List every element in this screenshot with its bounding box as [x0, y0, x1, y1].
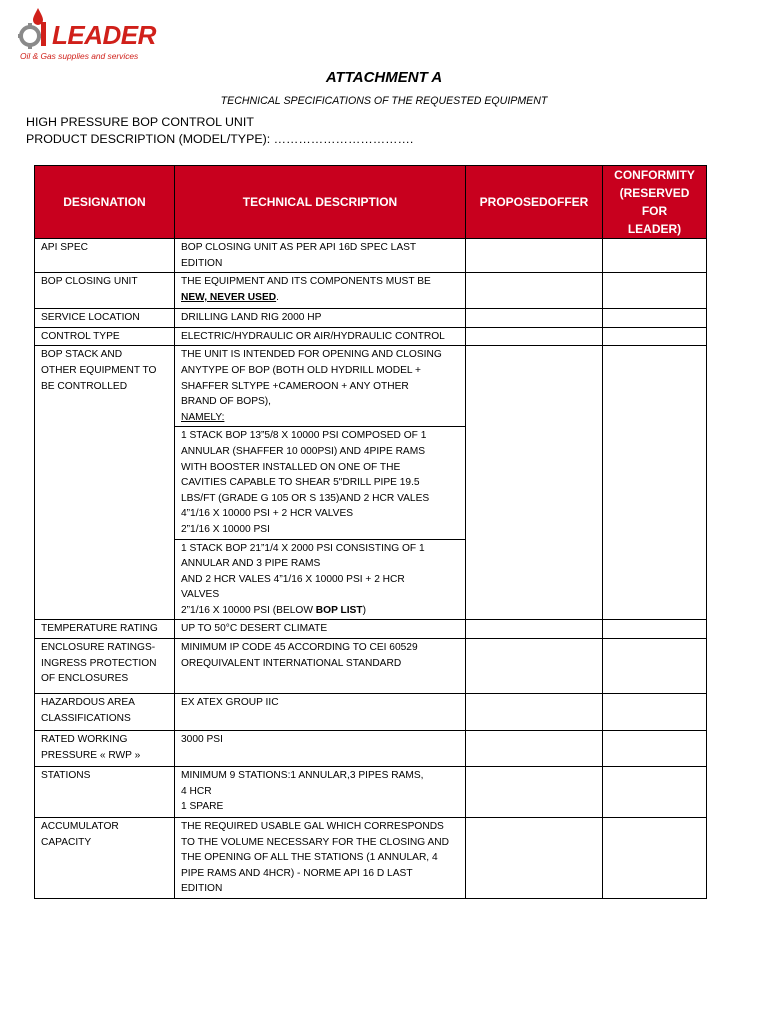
conformity-cell[interactable]	[603, 346, 707, 620]
table-row	[35, 731, 707, 767]
conformity-line-3: FOR	[641, 204, 668, 218]
table-row	[35, 694, 707, 731]
table-row	[35, 818, 707, 899]
table-row	[35, 327, 707, 346]
description-cell: 1 STACK BOP 13”5/8 X 10000 PSI COMPOSED OF 1 ANNULAR (SHAFFER 10 000PSI) AND 4PIPE RAMS WITH BOOSTER INSTALLED ON ONE OF THE CAVITIES CAPABLE TO SHEAR 5"DRILL PIPE 19.5 LBS/FT (GRADE G 105 OR S 135)AND 2 HCR VALES 4”1/16 X 10000 PSI + 2 HCR VALVES 2”1/16 X 10000 PSI	[175, 427, 466, 539]
product-description-line: PRODUCT DESCRIPTION (MODEL/TYPE): …………………………….	[26, 132, 414, 146]
spec-table	[34, 165, 707, 899]
proposed-offer-cell[interactable]	[466, 639, 603, 694]
logo-tagline: Oil & Gas supplies and services	[20, 51, 139, 61]
table-row	[35, 309, 707, 328]
conformity-cell[interactable]	[603, 309, 707, 328]
conformity-cell[interactable]	[603, 239, 707, 273]
designation-cell: BOP CLOSING UNIT	[35, 273, 175, 309]
logo-wordmark: LEADER	[52, 20, 156, 50]
table-row	[35, 639, 707, 694]
table-row	[35, 620, 707, 639]
proposed-offer-cell[interactable]	[466, 273, 603, 309]
description-cell: BOP CLOSING UNIT AS PER API 16D SPEC LAST EDITION	[175, 239, 466, 273]
description-cell: 3000 PSI	[175, 731, 466, 767]
designation-cell: BOP STACK AND OTHER EQUIPMENT TO BE CONTROLLED	[35, 346, 175, 620]
table-header-row	[35, 166, 707, 239]
description-cell: EX ATEX GROUP IIC	[175, 694, 466, 731]
proposed-offer-cell[interactable]	[466, 239, 603, 273]
proposed-offer-cell[interactable]	[466, 327, 603, 346]
description-cell: THE EQUIPMENT AND ITS COMPONENTS MUST BE NEW, NEVER USED.	[175, 273, 466, 309]
table-row	[35, 273, 707, 309]
company-logo	[18, 6, 156, 62]
description-cell: THE UNIT IS INTENDED FOR OPENING AND CLOSING ANYTYPE OF BOP (BOTH OLD HYDRILL MODEL + SHAFFER SLTYPE +CAMEROON + ANY OTHER BRAND OF BOPS), NAMELY:	[175, 346, 466, 427]
description-cell: UP TO 50°C DESERT CLIMATE	[175, 620, 466, 639]
conformity-cell[interactable]	[603, 273, 707, 309]
proposed-offer-cell[interactable]	[466, 346, 603, 620]
description-cell: ELECTRIC/HYDRAULIC OR AIR/HYDRAULIC CONTROL	[175, 327, 466, 346]
description-cell: DRILLING LAND RIG 2000 HP	[175, 309, 466, 328]
table-row	[35, 239, 707, 273]
page-subtitle: TECHNICAL SPECIFICATIONS OF THE REQUESTED EQUIPMENT	[220, 95, 548, 107]
conformity-line-4: LEADER)	[627, 222, 682, 236]
table-row	[35, 346, 707, 427]
proposed-offer-cell[interactable]	[466, 694, 603, 731]
description-cell: MINIMUM IP CODE 45 ACCORDING TO CEI 60529 OREQUIVALENT INTERNATIONAL STANDARD	[175, 639, 466, 694]
designation-cell: ENCLOSURE RATINGS- INGRESS PROTECTION OF ENCLOSURES	[35, 639, 175, 694]
conformity-line-1: CONFORMITY	[614, 168, 695, 182]
designation-cell: RATED WORKING PRESSURE « RWP »	[35, 731, 175, 767]
conformity-cell[interactable]	[603, 694, 707, 731]
col-header-technical-description: TECHNICAL DESCRIPTION	[175, 166, 466, 239]
conformity-cell[interactable]	[603, 731, 707, 767]
proposed-offer-cell[interactable]	[466, 620, 603, 639]
designation-cell: API SPEC	[35, 239, 175, 273]
conformity-cell[interactable]	[603, 767, 707, 818]
description-cell: MINIMUM 9 STATIONS:1 ANNULAR,3 PIPES RAMS, 4 HCR 1 SPARE	[175, 767, 466, 818]
designation-cell: SERVICE LOCATION	[35, 309, 175, 328]
designation-cell: HAZARDOUS AREA CLASSIFICATIONS	[35, 694, 175, 731]
col-header-proposed-offer: PROPOSEDOFFER	[466, 166, 603, 239]
product-name: HIGH PRESSURE BOP CONTROL UNIT	[26, 115, 254, 129]
proposed-offer-cell[interactable]	[466, 767, 603, 818]
description-cell: 1 STACK BOP 21”1/4 X 2000 PSI CONSISTING OF 1 ANNULAR AND 3 PIPE RAMS AND 2 HCR VALES 4”1/16 X 10000 PSI + 2 HCR VALVES 2”1/16 X 10000 PSI (BELOW BOP LIST)	[175, 539, 466, 620]
designation-cell: STATIONS	[35, 767, 175, 818]
col-header-conformity	[603, 166, 707, 239]
conformity-line-2: (RESERVED	[619, 186, 690, 200]
conformity-cell[interactable]	[603, 818, 707, 899]
conformity-cell[interactable]	[603, 327, 707, 346]
description-cell: THE REQUIRED USABLE GAL WHICH CORRESPONDS TO THE VOLUME NECESSARY FOR THE CLOSING AND THE OPENING OF ALL THE STATIONS (1 ANNULAR, 4 PIPE RAMS AND 4HCR) - NORME API 16 D LAST EDITION	[175, 818, 466, 899]
col-header-designation: DESIGNATION	[35, 166, 175, 239]
table-row	[35, 767, 707, 818]
designation-cell: ACCUMULATOR CAPACITY	[35, 818, 175, 899]
proposed-offer-cell[interactable]	[466, 309, 603, 328]
proposed-offer-cell[interactable]	[466, 818, 603, 899]
designation-cell: TEMPERATURE RATING	[35, 620, 175, 639]
conformity-cell[interactable]	[603, 639, 707, 694]
designation-cell: CONTROL TYPE	[35, 327, 175, 346]
page-title: ATTACHMENT A	[325, 69, 443, 86]
conformity-cell[interactable]	[603, 620, 707, 639]
proposed-offer-cell[interactable]	[466, 731, 603, 767]
